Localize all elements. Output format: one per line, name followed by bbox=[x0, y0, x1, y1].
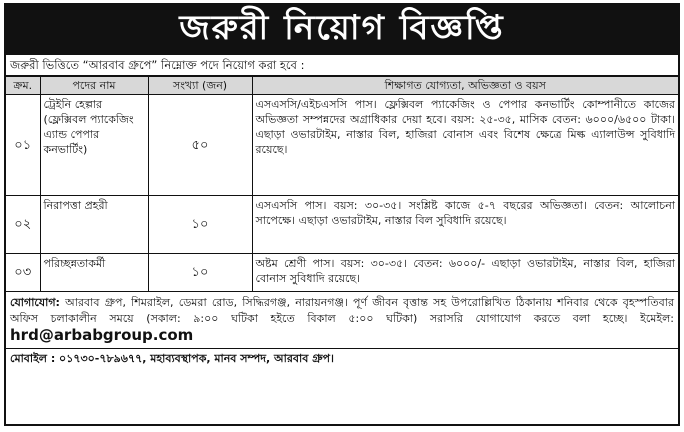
contact-mobile: মোবাইল : ০১৭৩০-৭৮৯৬৭৭, মহাব্যবস্থাপক, মানব সম্পদ, আরবাব গ্রুপ। bbox=[6, 348, 678, 368]
row-position: ট্রেইনি হেল্পার (ফ্লেক্সিবল প্যাকেজিং এ্যান্ড পেপার কনভার্টিং) bbox=[40, 95, 148, 196]
row-serial: ০২ bbox=[6, 196, 40, 254]
row-position: নিরাপত্তা প্রহরী bbox=[40, 196, 148, 254]
positions-table bbox=[6, 76, 678, 292]
header-position: পদের নাম bbox=[40, 77, 148, 95]
table-row bbox=[6, 196, 678, 254]
row-count: ৫০ bbox=[148, 95, 252, 196]
intro-text: জরুরী ভিত্তিতে “আরবাব গ্রুপে” নিম্নোক্ত পদে নিয়োগ করা হবে : bbox=[6, 55, 678, 76]
contact-section bbox=[6, 292, 678, 348]
contact-label: যোগাযোগ: bbox=[10, 296, 60, 309]
row-details: এসএসসি/এইচএসসি পাস। ফ্লেক্সিবল প্যাকেজিং ও পেপার কনভার্টিং কোম্পানীতে কাজের অভিজ্ঞতা সম্পন্নদের অগ্রাধিকার দেয়া হবে। বয়স: ২৫-৩৫, মাসিক বেতন: ৬০০০/৬৫০০ টাকা। এছাড়া ওভারটাইম, নাস্তার বিল, হাজিরা বোনাস এবং বিশেষ ক্ষেত্রে মিল্ক এ্যালাউন্স সুবিধাদি রয়েছে। bbox=[252, 95, 678, 196]
row-count: ১০ bbox=[148, 196, 252, 254]
table-row bbox=[6, 254, 678, 292]
table-row bbox=[6, 95, 678, 196]
headline-banner bbox=[6, 5, 678, 55]
job-advertisement bbox=[4, 3, 680, 426]
header-details: শিক্ষাগত যোগ্যতা, অভিজ্ঞতা ও বয়স bbox=[252, 77, 678, 95]
header-serial: ক্রম. bbox=[6, 77, 40, 95]
header-count: সংখ্যা (জন) bbox=[148, 77, 252, 95]
row-serial: ০৩ bbox=[6, 254, 40, 292]
row-details: অষ্টম শ্রেণী পাস। বয়স: ৩০-৩৫। বেতন: ৬০০০/- এছাড়া ওভারটাইম, নাস্তার বিল, হাজিরা বোনাস সুবিধাদি রয়েছে। bbox=[252, 254, 678, 292]
table-header-row bbox=[6, 77, 678, 95]
headline-title: জরুরী নিয়োগ বিজ্ঞপ্তি bbox=[179, 7, 505, 48]
row-count: ১০ bbox=[148, 254, 252, 292]
contact-email[interactable]: hrd@arbabgroup.com bbox=[10, 326, 194, 344]
row-serial: ০১ bbox=[6, 95, 40, 196]
row-details: এসএসসি পাস। বয়স: ৩০-৩৫। সংশ্লিষ্ট কাজে ৫-৭ বছরের অভিজ্ঞতা। বেতন: আলোচনা সাপেক্ষে। এছাড়া ওভারটাইম, নাস্তার বিল সুবিধাদি রয়েছে। bbox=[252, 196, 678, 254]
row-position: পরিচ্ছন্নতাকর্মী bbox=[40, 254, 148, 292]
contact-text: আরবাব গ্রুপ, শিমরাইল, ডেমরা রোড, সিদ্ধিরগঞ্জ, নারায়নগঞ্জ। পূর্ণ জীবন বৃত্তান্ত সহ উপরোল্লিখিত ঠিকানায় শনিবার থেকে বৃহস্পতিবার অফিস চলাকালীন সময়ে (সকাল: ৯:০০ ঘটিকা হইতে বিকাল ৫:০০ ঘটিকা) সরাসরি যোগাযোগ করতে বলা হচ্ছে। ইমেইল: bbox=[10, 296, 675, 325]
